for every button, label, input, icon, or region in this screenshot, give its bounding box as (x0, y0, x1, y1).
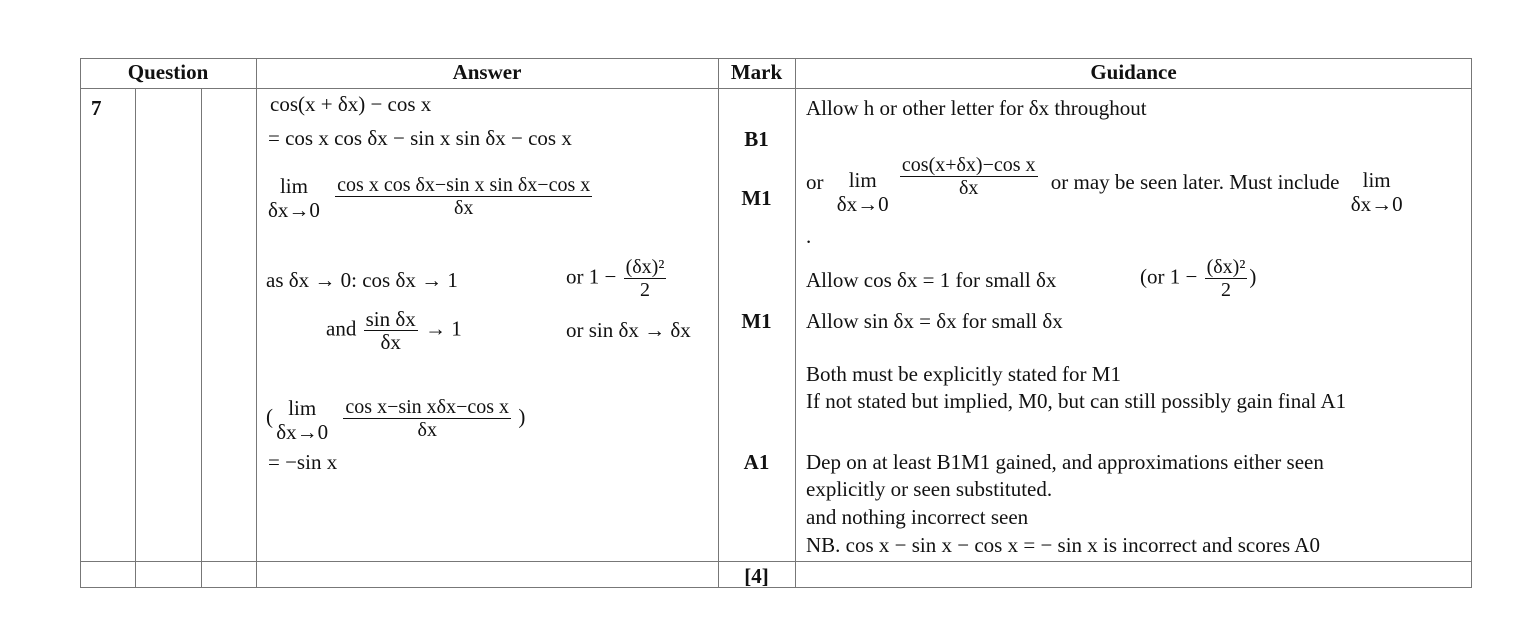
answer-left-border (256, 58, 257, 588)
answer-limit-1 (268, 174, 594, 222)
table-top-border (80, 58, 1472, 59)
limit-operator: lim δx→0 (268, 174, 320, 222)
guidance-left-border (795, 58, 796, 588)
header-divider (80, 88, 1472, 89)
answer-final: = −sin x (268, 450, 338, 474)
question-subcol-divider-1 (135, 88, 136, 588)
answer-line-2: = cos x cos δx − sin x sin δx − cos x (268, 126, 572, 150)
mark-m1-approx: M1 (741, 309, 772, 333)
mark-scheme-table (80, 58, 1472, 588)
guidance-line-9: and nothing incorrect seen (806, 505, 1029, 529)
mark-b1: B1 (744, 127, 769, 151)
guidance-sin-approx: Allow sin δx = δx for small δx (806, 309, 1063, 333)
guidance-cos-fraction: $\frac{\text{(δx)²}}{2}$ (1206, 256, 1246, 301)
right-border (1471, 58, 1472, 588)
answer-limit-2: ( lim δx→0 $\frac{\text{cos x−sin xδx−cos x}}{\delta x}$ ) (266, 396, 526, 444)
mark-total: [4] (744, 564, 769, 588)
limit-2-fraction: $\frac{\text{cos x−sin xδx−cos x}}{\delta x}$ (345, 396, 510, 441)
guidance-cos-alternative: (or 1 − $\frac{\text{(δx)²}}{2}$ ) (1140, 256, 1257, 301)
approx-sin-fraction: $\frac{\text{sin δx}}{\delta x}$ (365, 307, 416, 354)
question-subcol-divider-2 (201, 88, 202, 588)
mark-a1: A1 (743, 450, 770, 474)
header-guidance: Guidance (1090, 60, 1177, 84)
guidance-line-1: Allow h or other letter for δx throughout (806, 96, 1147, 120)
approx-cos-alternative: or 1 − $\frac{\text{(δx)²}}{2}$ (566, 256, 665, 301)
guidance-dot: . (806, 224, 812, 248)
mark-m1-limit: M1 (741, 186, 772, 210)
answer-line-1: cos(x + δx) − cos x (270, 92, 432, 116)
approx-sin-statement: and $\frac{\text{sin δx}}{\delta x}$ → 1 (326, 307, 462, 354)
guidance-line-6: If not stated but implied, M0, but can still possibly gain final A1 (806, 389, 1347, 413)
header-question: Question (127, 60, 209, 84)
guidance-line-7: Dep on at least B1M1 gained, and approximations either seen (806, 450, 1324, 474)
left-border (80, 58, 81, 588)
guidance-cos-approx: Allow cos δx = 1 for small δx (806, 268, 1057, 292)
guidance-line-5: Both must be explicitly stated for M1 (806, 362, 1121, 386)
approx-cos-fraction: $\frac{\text{(δx)²}}{2}$ (625, 256, 665, 301)
limit-1-fraction: $\frac{\text{cos x cos δx−sin x sin δx−cos x}}{\delta x}$ (337, 174, 591, 219)
header-answer: Answer (452, 60, 522, 84)
approx-sin-alternative: or sin δx → δx (566, 318, 691, 342)
question-number: 7 (91, 96, 102, 120)
total-row-divider (80, 561, 1472, 562)
guidance-line-10: NB. cos x − sin x − cos x = − sin x is incorrect and scores A0 (806, 533, 1320, 557)
guidance-limit-operator-2: lim δx→0 (1350, 168, 1403, 216)
approx-cos-statement: as δx → 0: cos δx → 1 (266, 268, 458, 292)
limit-2-operator: lim δx→0 (276, 396, 329, 444)
header-mark: Mark (730, 60, 783, 84)
guidance-limit-fraction: $\frac{\text{cos(x+δx)−cos x}}{\delta x}$ (901, 154, 1036, 199)
guidance-limit-note: or lim δx→0 $\frac{\text{cos(x+δx)−cos x}}{\delta x}$ or may be seen later. Must include lim δx→0 (806, 154, 1403, 216)
guidance-limit-operator: lim δx→0 (836, 168, 889, 216)
guidance-line-8: explicitly or seen substituted. (806, 477, 1053, 501)
